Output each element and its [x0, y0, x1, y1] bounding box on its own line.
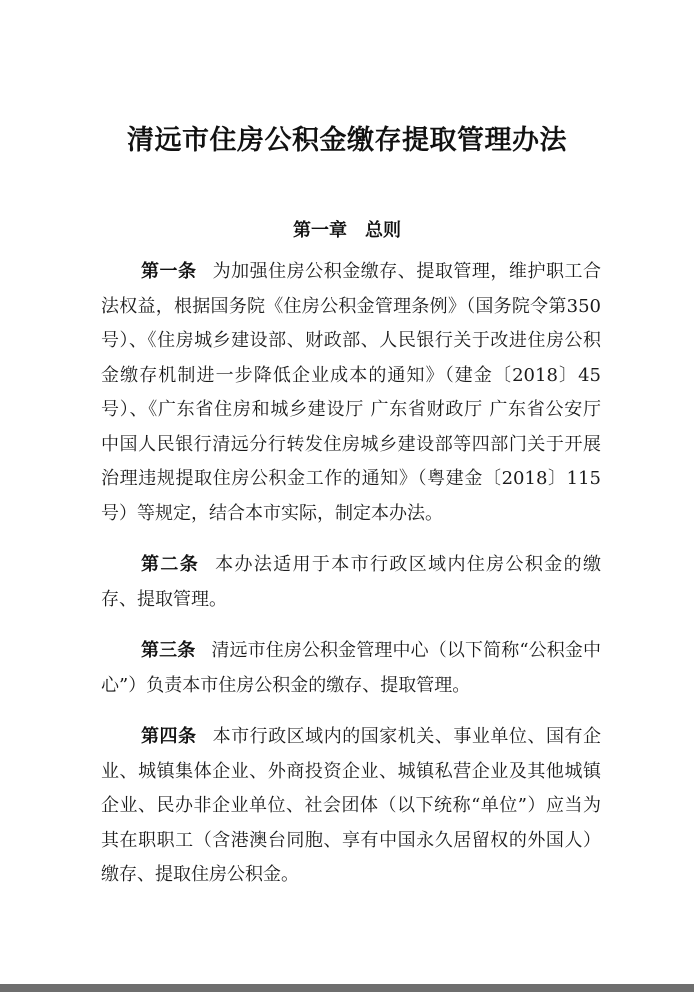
article-1-label: 第一条: [141, 261, 197, 282]
article-2: [101, 548, 601, 617]
article-1: [101, 255, 601, 531]
article-3: [101, 634, 601, 703]
article-1-text: 为加强住房公积金缴存、提取管理，维护职工合法权益，根据国务院《住房公积金管理条例》（国务院令第350号）、《住房城乡建设部、财政部、人民银行关于改进住房公积金缴存机制进一步降低企业成本的通知》（建金〔2018〕45号）、《广东省住房和城乡建设厅 广东省财政厅 广东省公安厅 中国人民银行清远分行转发住房城乡建设部等四部门关于开展治理违规提取住房公积金工作的通知》（粤建金〔2018〕115号）等规定，结合本市实际，制定本办法。: [101, 261, 602, 524]
article-4-text: 本市行政区域内的国家机关、事业单位、国有企业、城镇集体企业、外商投资企业、城镇私营企业及其他城镇企业、民办非企业单位、社会团体（以下统称“单位”）应当为其在职职工（含港澳台同胞、享有中国永久居留权的外国人）缴存、提取住房公积金。: [101, 726, 602, 885]
page-bottom-edge: [0, 984, 694, 992]
document-title: 清远市住房公积金缴存提取管理办法: [127, 125, 567, 156]
article-3-label: 第三条: [141, 640, 196, 661]
article-4: [101, 720, 601, 893]
article-2-text: 本办法适用于本市行政区域内住房公积金的缴存、提取管理。: [101, 554, 602, 610]
chapter-heading: 第一章 总则: [293, 220, 401, 241]
article-4-label: 第四条: [141, 726, 197, 747]
document-body: [101, 255, 601, 910]
article-3-text: 清远市住房公积金管理中心（以下简称“公积金中心”）负责本市住房公积金的缴存、提取管理。: [101, 640, 602, 696]
article-2-label: 第二条: [141, 554, 200, 575]
